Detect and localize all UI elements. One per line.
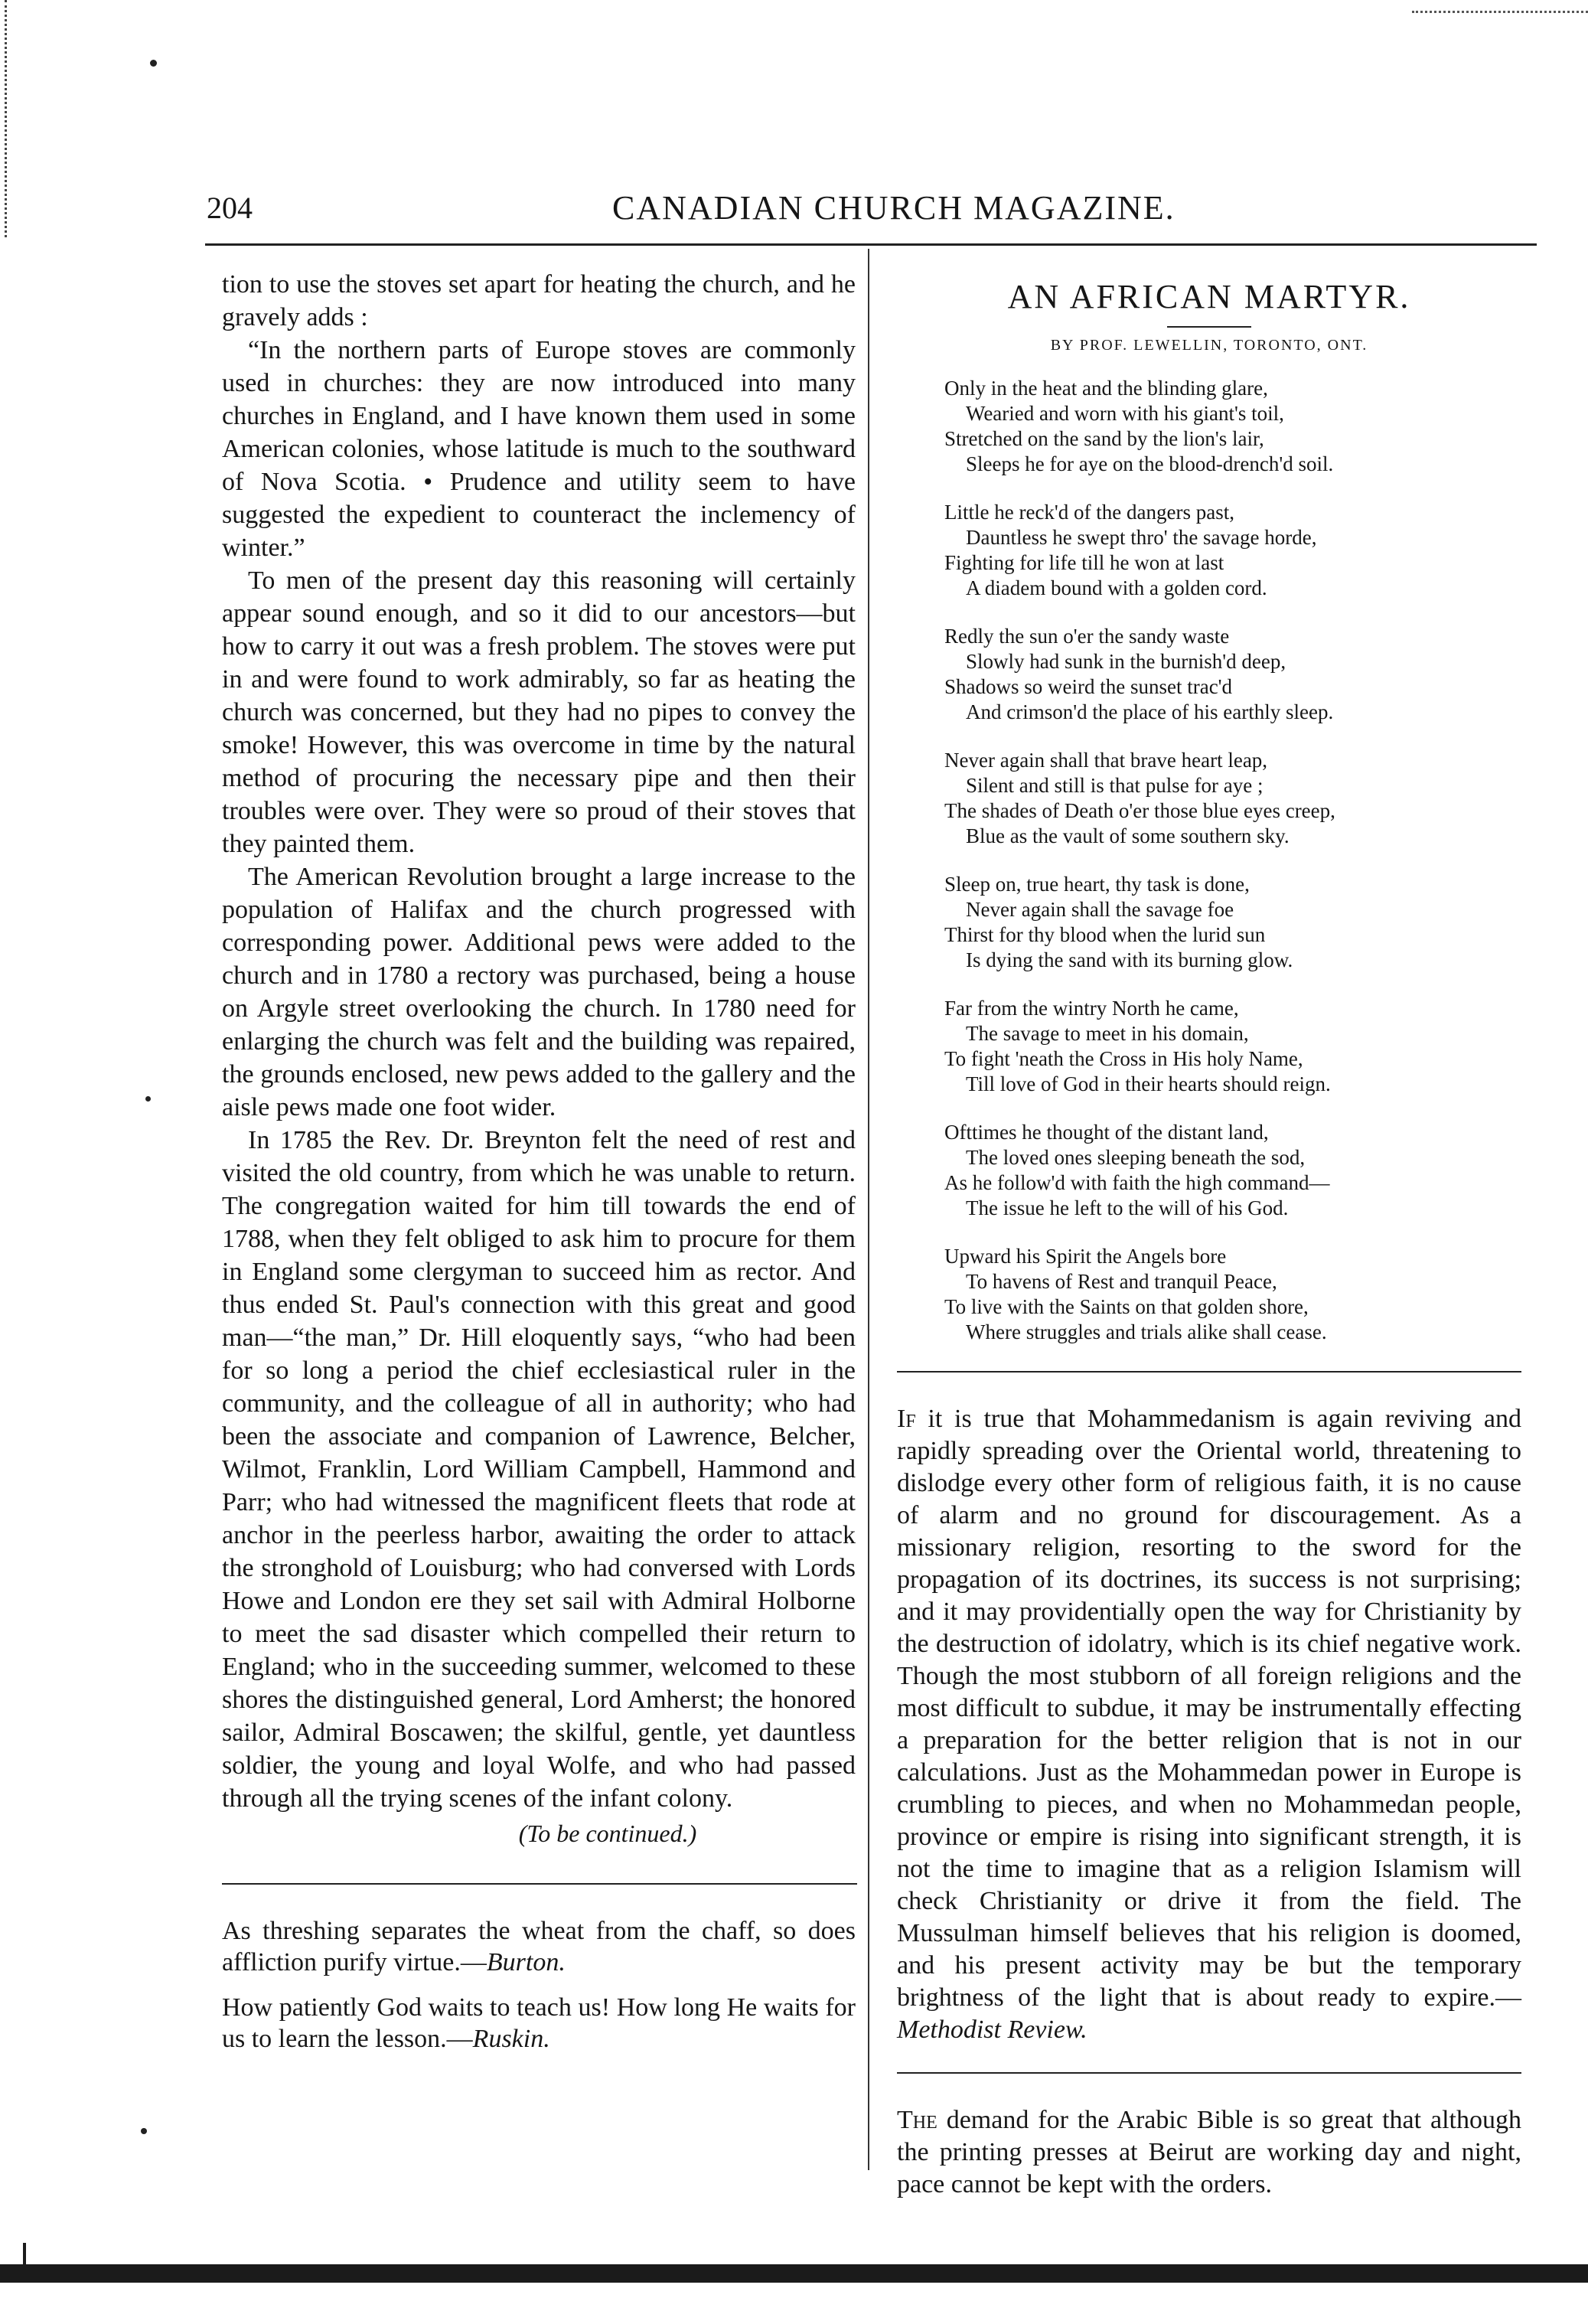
column-divider: [868, 249, 869, 2170]
page-bottom-bar: [0, 2264, 1588, 2283]
essay-attribution: Methodist Review.: [897, 2016, 1087, 2044]
poem-body: [897, 376, 1521, 1345]
poem-stanza: [944, 376, 1521, 477]
poem-line: Shadows so weird the sunset trac'd: [944, 675, 1233, 698]
essay-mohammedanism: [897, 1403, 1521, 2046]
scan-dot: [145, 1096, 151, 1102]
poem-line: And crimson'd the place of his earthly sleep.: [966, 700, 1334, 723]
poem-line: Far from the wintry North he came,: [944, 997, 1239, 1020]
essay-text: demand for the Arabic Bible is so great that although the printing presses at Beirut are working day and night, pace cannot be kept with the orders.: [897, 2106, 1521, 2198]
poem-line: Blue as the vault of some southern sky.: [966, 824, 1290, 847]
poem-line: A diadem bound with a golden cord.: [966, 576, 1267, 599]
article-paragraph: The American Revolution brought a large increase to the population of Halifax and the church progressed with corresponding power. Additional pews were added to the church and in 1780 a rectory was purchased, being a house on Argyle street overlooking the church. In 1780 need for enlarging the church was felt and the building was repaired, the grounds enclosed, new pews added to the gallery and the aisle pews made one foot wider.: [222, 863, 856, 1121]
section-rule: [222, 1883, 857, 1885]
article-paragraph: In 1785 the Rev. Dr. Breynton felt the need of rest and visited the old country, from which he was unable to return. The congregation waited for him till towards the end of 1788, when they felt obliged to ask him to procure for them in England some clergyman to succeed him as rector. And thus ended St. Paul's connection with this great and good man—“the man,” Dr. Hill eloquently says, “who had been for so long a period the chief ecclesiastical ruler in the community, and the colleague of all in authority; who had been the associate and companion of Lawrence, Belcher, Wilmot, Franklin, Lord William Campbell, Hammond and Parr; who had witnessed the magnificent fleets that rode at anchor in the peerless harbor, awaiting the order to attack the stronghold of Louisburg; who had conversed with Lords Howe and London ere they set sail with Admiral Holborne to meet the sad disaster which compelled their return to England; who in the succeeding summer, welcomed to these shores the distinguished general, Lord Amherst; the honored sailor, Admiral Boscawen; the skilful, gentle, yet dauntless soldier, the young and loyal Wolfe, and who had passed through all the trying scenes of the infant colony.: [222, 1126, 856, 1813]
poem-line: Dauntless he swept thro' the savage horde,: [966, 526, 1317, 549]
title-rule: [1167, 326, 1251, 328]
section-rule: [897, 2072, 1521, 2074]
scan-dot: [141, 2128, 147, 2134]
quote-attribution: Ruskin.: [472, 2025, 550, 2053]
poem-stanza: [944, 872, 1521, 973]
poem-line: Ofttimes he thought of the distant land,: [944, 1121, 1269, 1144]
page-number: 204: [207, 191, 253, 225]
poem-byline: BY PROF. LEWELLIN, TORONTO, ONT.: [1050, 337, 1368, 354]
poem-line: As he follow'd with faith the high command—: [944, 1171, 1330, 1194]
quote-burton: [222, 1915, 856, 1978]
header-rule: [205, 243, 1537, 246]
scan-edge-mark: [1412, 11, 1588, 13]
poem-line: Sleep on, true heart, thy task is done,: [944, 873, 1250, 896]
article-paragraph: To men of the present day this reasoning will certainly appear sound enough, and so it did to our ancestors—but how to carry it out was a fresh problem. The stoves were put in and were found to work admirably, so far as heating the church was concerned, but they had no pipes to convey the smoke! However, this was overcome in time by the natural method of procuring the necessary pipe and then their troubles were over. They were so proud of their stoves that they painted them.: [222, 566, 856, 858]
poem-line: Little he reck'd of the dangers past,: [944, 501, 1234, 524]
poem-stanza: [944, 500, 1521, 601]
quote-ruskin: [222, 1992, 856, 2055]
poem-line: Sleeps he for aye on the blood-drench'd soil.: [966, 452, 1334, 475]
lead-word: If: [897, 1405, 916, 1433]
poem-line: Never again shall the savage foe: [966, 898, 1234, 921]
poem-line: The shades of Death o'er those blue eyes creep,: [944, 799, 1335, 822]
poem-stanza: [944, 1244, 1521, 1345]
poem-line: The issue he left to the will of his God.: [966, 1196, 1289, 1219]
right-column: [897, 268, 1521, 2201]
to-be-continued: (To be continued.): [518, 1820, 697, 1847]
poem-line: Silent and still is that pulse for aye ;: [966, 774, 1264, 797]
poem-line: To live with the Saints on that golden shore,: [944, 1295, 1309, 1318]
poem-line: To fight 'neath the Cross in His holy Name,: [944, 1047, 1303, 1070]
poem-stanza: [944, 624, 1521, 725]
essay-text: it is true that Mohammedanism is again reviving and rapidly spreading over the Oriental world, threatening to dislodge every other form of religious faith, it is no cause of alarm and no ground for discouragement. As a missionary religion, resorting to the sword for the propagation of its doctrines, its success is not surprising; and it may providentially open the way for Christianity by the destruction of idolatry, which is its chief negative work. Though the most stubborn of all foreign religions and the most difficult to subdue, it may be instrumentally effecting a preparation for the better religion that is not in our calculations. Just as the Mohammedan power in Europe is crumbling to pieces, and when no Mohammedan people, province or empire is rising into significant strength, it is not the time to imagine that as a religion Islamism will check Christianity or drive it from the field. The Mussulman himself believes that his religion is doomed, and his present activity may be but the temporary brightness of the light that is about ready to expire.—: [897, 1405, 1521, 2012]
poem-line: Upward his Spirit the Angels bore: [944, 1245, 1227, 1268]
left-column: [222, 268, 856, 2068]
article-paragraph: “In the northern parts of Europe stoves are commonly used in churches: they are now introduced into many churches in England, and I have known them used in some American colonies, whose latitude is much to the southward of Nova Scotia. • Prudence and utility seem to have suggested the expedient to counteract the inclemency of winter.”: [222, 336, 856, 562]
running-title: CANADIAN CHURCH MAGAZINE.: [612, 189, 1176, 227]
scan-edge-speckle: [23, 2243, 49, 2266]
poem-line: Never again shall that brave heart leap,: [944, 749, 1268, 772]
poem-stanza: [944, 1120, 1521, 1221]
lead-word: The: [897, 2106, 937, 2134]
quote-attribution: Burton.: [486, 1948, 566, 1976]
essay-arabic-bible: [897, 2104, 1521, 2201]
poem-line: Wearied and worn with his giant's toil,: [966, 402, 1284, 425]
quote-text: How patiently God waits to teach us! How long He waits for us to learn the lesson.—: [222, 1993, 856, 2053]
page-header: [0, 190, 1588, 236]
poem-line: Where struggles and trials alike shall cease.: [966, 1320, 1327, 1343]
poem-line: Slowly had sunk in the burnish'd deep,: [966, 650, 1286, 673]
quote-text: As threshing separates the wheat from the chaff, so does affliction purify virtue.—: [222, 1917, 856, 1976]
poem-title: AN AFRICAN MARTYR.: [1007, 278, 1411, 315]
poem-line: The loved ones sleeping beneath the sod,: [966, 1146, 1306, 1169]
article-paragraph: tion to use the stoves set apart for heating the church, and he gravely adds :: [222, 270, 856, 331]
poem-line: Thirst for thy blood when the lurid sun: [944, 923, 1266, 946]
section-rule: [897, 1371, 1521, 1373]
poem-stanza: [944, 996, 1521, 1097]
scan-dot: [150, 60, 157, 67]
poem-line: Only in the heat and the blinding glare,: [944, 377, 1268, 400]
poem-line: The savage to meet in his domain,: [966, 1022, 1249, 1045]
poem-line: Fighting for life till he won at last: [944, 551, 1224, 574]
poem-line: Is dying the sand with its burning glow.: [966, 948, 1293, 971]
poem-stanza: [944, 748, 1521, 849]
poem-line: To havens of Rest and tranquil Peace,: [966, 1270, 1277, 1293]
poem-line: Stretched on the sand by the lion's lair,: [944, 427, 1264, 450]
poem-line: Till love of God in their hearts should reign.: [966, 1072, 1331, 1095]
poem-line: Redly the sun o'er the sandy waste: [944, 625, 1230, 648]
